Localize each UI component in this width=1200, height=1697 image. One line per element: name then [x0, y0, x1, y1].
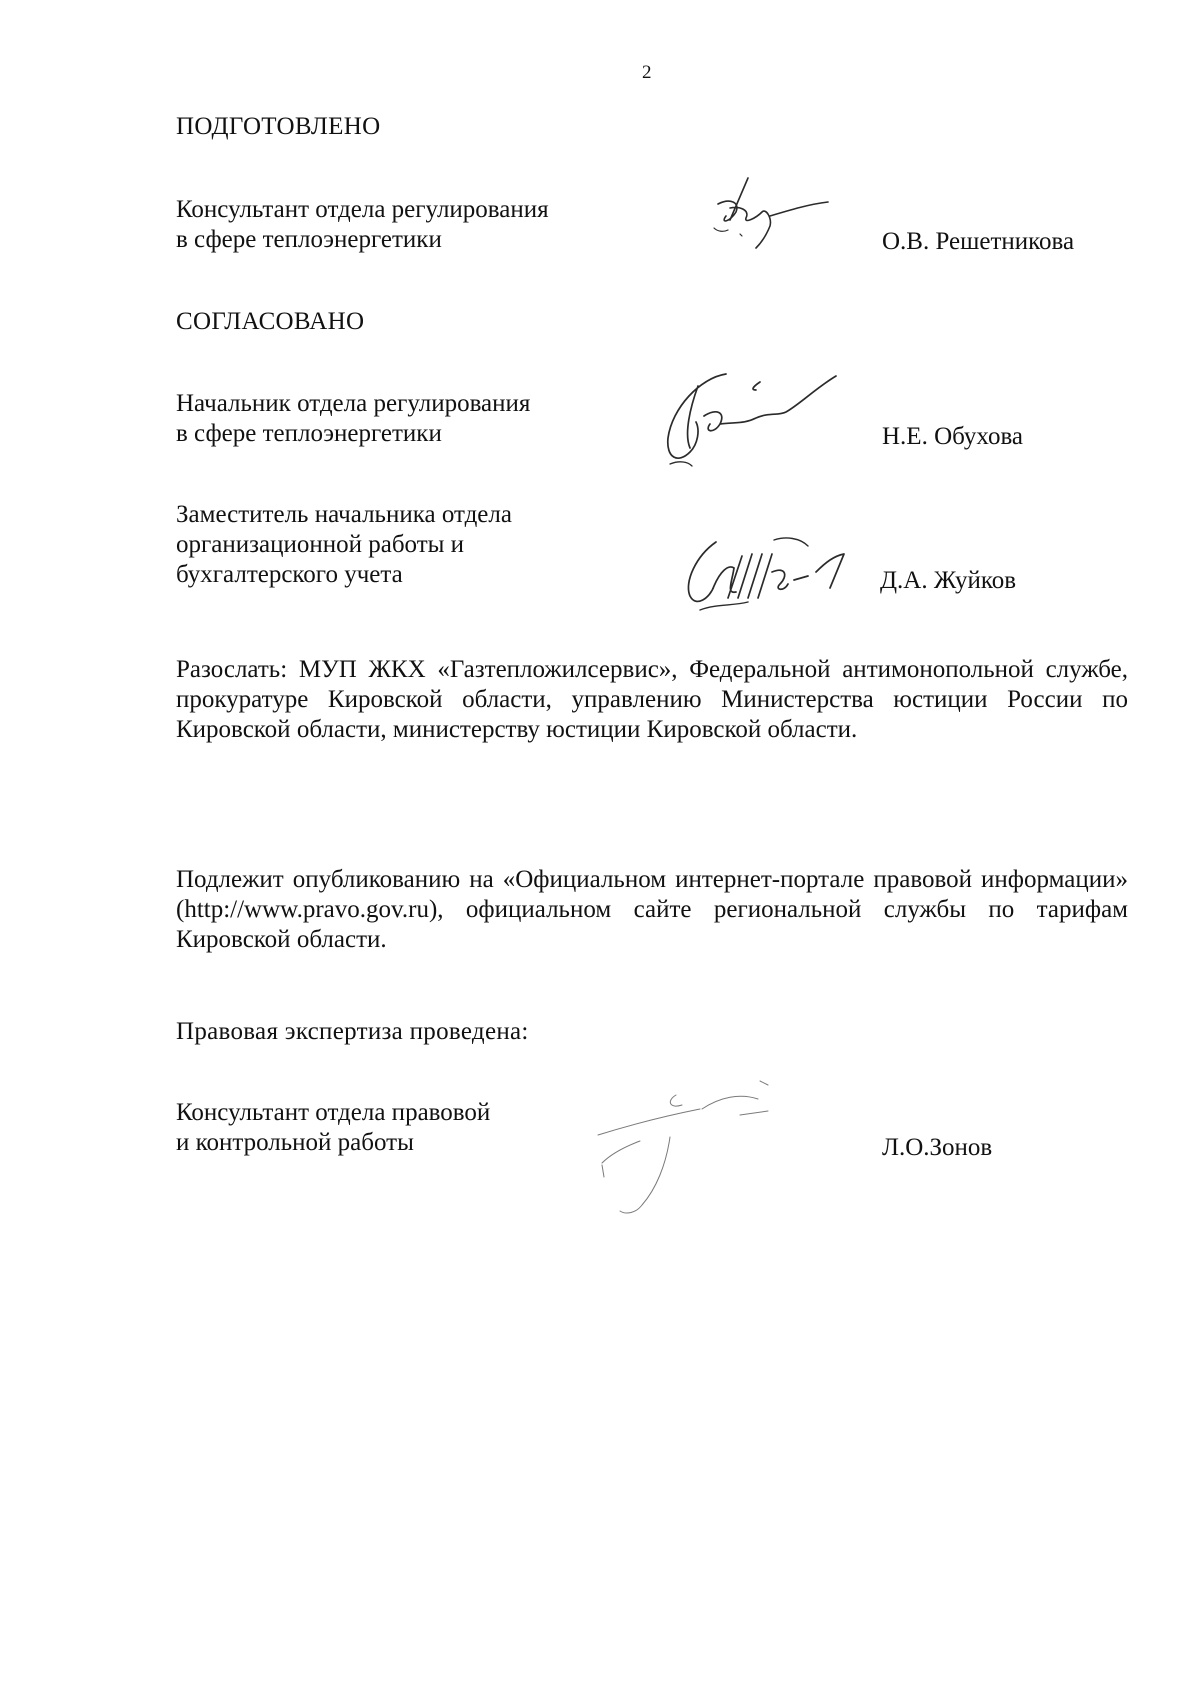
signature-obukhova	[660, 368, 860, 478]
legal-review-position	[176, 1098, 636, 1158]
approver-2-position	[176, 500, 636, 590]
prepared-name: О.В. Решетникова	[882, 228, 1075, 255]
approved-heading: СОГЛАСОВАНО	[176, 308, 365, 335]
signature-reshetnikova	[700, 172, 840, 272]
legal-review-heading: Правовая экспертиза проведена:	[176, 1018, 529, 1045]
approver-1-name: Н.Е. Обухова	[882, 423, 1024, 450]
prepared-position-line1: Консультант отдела регулирования	[176, 196, 549, 223]
publication-paragraph: Подлежит опубликованию на «Официальном интернет-портале правовой информации» (http://www.pravo.gov.ru), официальном сайте региональной службы по тарифам Кировской области.	[176, 866, 1128, 953]
prepared-position	[176, 195, 636, 255]
distribution-paragraph: Разослать: МУП ЖКХ «Газтепложилсервис», Федеральной антимонопольной службе, прокуратуре Кировской области, управлению Министерства юстиции России по Кировской области, министерству юстиции Кировской области.	[176, 656, 1128, 743]
approver-2-position-line1: Заместитель начальника отдела	[176, 501, 512, 528]
page-number: 2	[642, 62, 652, 83]
prepared-heading: ПОДГОТОВЛЕНО	[176, 113, 381, 140]
approver-1-position-line1: Начальник отдела регулирования	[176, 390, 531, 417]
legal-review-position-line2: и контрольной работы	[176, 1129, 414, 1156]
legal-review-name: Л.О.Зонов	[882, 1134, 993, 1161]
prepared-position-line2: в сфере теплоэнергетики	[176, 226, 442, 253]
approver-2-name: Д.А. Жуйков	[880, 567, 1017, 594]
approver-2-position-line2: организационной работы и	[176, 531, 465, 558]
signature-zhuikov	[676, 532, 896, 622]
legal-review-position-line1: Консультант отдела правовой	[176, 1099, 491, 1126]
approver-1-position-line2: в сфере теплоэнергетики	[176, 420, 442, 447]
signature-zonov	[590, 1075, 800, 1225]
approver-2-position-line3: бухгалтерского учета	[176, 561, 403, 588]
approver-1-position	[176, 389, 636, 449]
